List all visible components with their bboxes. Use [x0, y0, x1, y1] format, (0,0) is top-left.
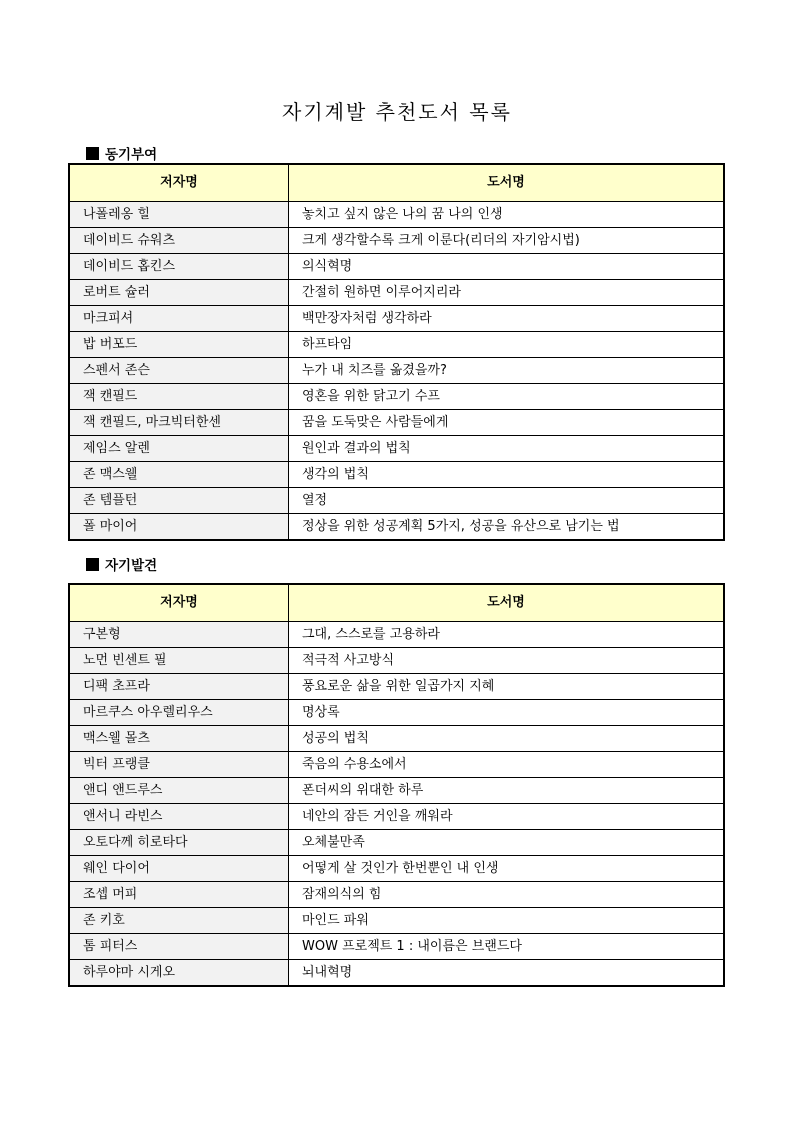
book-title-cell: 꿈을 도둑맞은 사람들에게	[289, 410, 724, 436]
author-cell: 조셉 머피	[70, 882, 289, 908]
table-row	[70, 934, 724, 960]
table-row	[70, 436, 724, 462]
author-cell: 빅터 프랭클	[70, 752, 289, 778]
book-title-cell: 풍요로운 삶을 위한 일곱가지 지혜	[289, 674, 724, 700]
book-title-cell: 의식혁명	[289, 254, 724, 280]
table-row	[70, 358, 724, 384]
author-cell: 구본형	[70, 622, 289, 648]
book-title-cell: 생각의 법칙	[289, 462, 724, 488]
author-cell: 존 템플턴	[70, 488, 289, 514]
table-row	[70, 254, 724, 280]
author-cell: 웨인 다이어	[70, 856, 289, 882]
book-title-cell: 열정	[289, 488, 724, 514]
book-title-cell: 마인드 파워	[289, 908, 724, 934]
book-title-cell: 간절히 원하면 이루어지리라	[289, 280, 724, 306]
book-title-cell: 영혼을 위한 닭고기 수프	[289, 384, 724, 410]
table-header-row	[70, 165, 724, 202]
book-title-cell: 하프타임	[289, 332, 724, 358]
table-row	[70, 752, 724, 778]
book-title-cell: 폰더씨의 위대한 하루	[289, 778, 724, 804]
book-title-cell: 성공의 법칙	[289, 726, 724, 752]
book-title-cell: 정상을 위한 성공계획 5가지, 성공을 유산으로 남기는 법	[289, 514, 724, 540]
book-title-cell: 백만장자처럼 생각하라	[289, 306, 724, 332]
author-cell: 제임스 알렌	[70, 436, 289, 462]
author-cell: 마르쿠스 아우렐리우스	[70, 700, 289, 726]
author-cell: 데이비드 슈워츠	[70, 228, 289, 254]
table-row	[70, 778, 724, 804]
author-cell: 잭 캔필드, 마크빅터한센	[70, 410, 289, 436]
author-cell: 스펜서 존슨	[70, 358, 289, 384]
author-cell: 데이비드 홉킨스	[70, 254, 289, 280]
author-cell: 존 맥스웰	[70, 462, 289, 488]
author-cell: 톰 피터스	[70, 934, 289, 960]
table-row	[70, 488, 724, 514]
author-cell: 밥 버포드	[70, 332, 289, 358]
book-title-cell: 명상록	[289, 700, 724, 726]
book-title-cell: 뇌내혁명	[289, 960, 724, 986]
book-title-cell: 원인과 결과의 법칙	[289, 436, 724, 462]
book-table-self-discovery	[69, 584, 724, 986]
table-row	[70, 384, 724, 410]
table-row	[70, 332, 724, 358]
header-author: 저자명	[70, 165, 289, 202]
table-row	[70, 804, 724, 830]
table-row	[70, 280, 724, 306]
table-row	[70, 410, 724, 436]
table-row	[70, 514, 724, 540]
table-row	[70, 882, 724, 908]
table-row	[70, 960, 724, 986]
header-title: 도서명	[289, 585, 724, 622]
author-cell: 나폴레옹 힐	[70, 202, 289, 228]
book-title-cell: 누가 내 치즈를 옮겼을까?	[289, 358, 724, 384]
book-table-motivation	[69, 164, 724, 540]
section-heading-self-discovery	[86, 554, 157, 574]
square-bullet-icon	[86, 558, 99, 571]
author-cell: 오토다께 히로타다	[70, 830, 289, 856]
book-title-cell: 네안의 잠든 거인을 깨워라	[289, 804, 724, 830]
square-bullet-icon	[86, 147, 99, 160]
table-row	[70, 726, 724, 752]
table-row	[70, 700, 724, 726]
author-cell: 하루야마 시게오	[70, 960, 289, 986]
table-header-row	[70, 585, 724, 622]
table-row	[70, 306, 724, 332]
table-row	[70, 648, 724, 674]
author-cell: 디팩 초프라	[70, 674, 289, 700]
table-row	[70, 674, 724, 700]
author-cell: 앤디 앤드루스	[70, 778, 289, 804]
author-cell: 존 키호	[70, 908, 289, 934]
table-row	[70, 908, 724, 934]
author-cell: 앤서니 라빈스	[70, 804, 289, 830]
book-title-cell: 잠재의식의 힘	[289, 882, 724, 908]
book-title-cell: 오체불만족	[289, 830, 724, 856]
author-cell: 맥스웰 몰츠	[70, 726, 289, 752]
book-title-cell: 어떻게 살 것인가 한번뿐인 내 인생	[289, 856, 724, 882]
book-title-cell: 크게 생각할수록 크게 이룬다(리더의 자기암시법)	[289, 228, 724, 254]
book-title-cell: 놓치고 싶지 않은 나의 꿈 나의 인생	[289, 202, 724, 228]
section-heading-label: 자기발견	[105, 558, 158, 574]
book-title-cell: 적극적 사고방식	[289, 648, 724, 674]
book-title-cell: 죽음의 수용소에서	[289, 752, 724, 778]
table-row	[70, 462, 724, 488]
header-author: 저자명	[70, 585, 289, 622]
table-row	[70, 622, 724, 648]
book-title-cell: WOW 프로젝트 1 : 내이름은 브랜드다	[289, 934, 724, 960]
book-title-cell: 그대, 스스로를 고용하라	[289, 622, 724, 648]
table-row	[70, 228, 724, 254]
header-title: 도서명	[289, 165, 724, 202]
table-row	[70, 202, 724, 228]
page-title: 자기계발 추천도서 목록	[282, 100, 512, 124]
author-cell: 폴 마이어	[70, 514, 289, 540]
author-cell: 마크피셔	[70, 306, 289, 332]
section-heading-label: 동기부여	[105, 147, 158, 163]
section-heading-motivation	[86, 143, 157, 163]
table-row	[70, 856, 724, 882]
table-row	[70, 830, 724, 856]
author-cell: 노먼 빈센트 필	[70, 648, 289, 674]
author-cell: 로버트 슐러	[70, 280, 289, 306]
author-cell: 잭 캔필드	[70, 384, 289, 410]
